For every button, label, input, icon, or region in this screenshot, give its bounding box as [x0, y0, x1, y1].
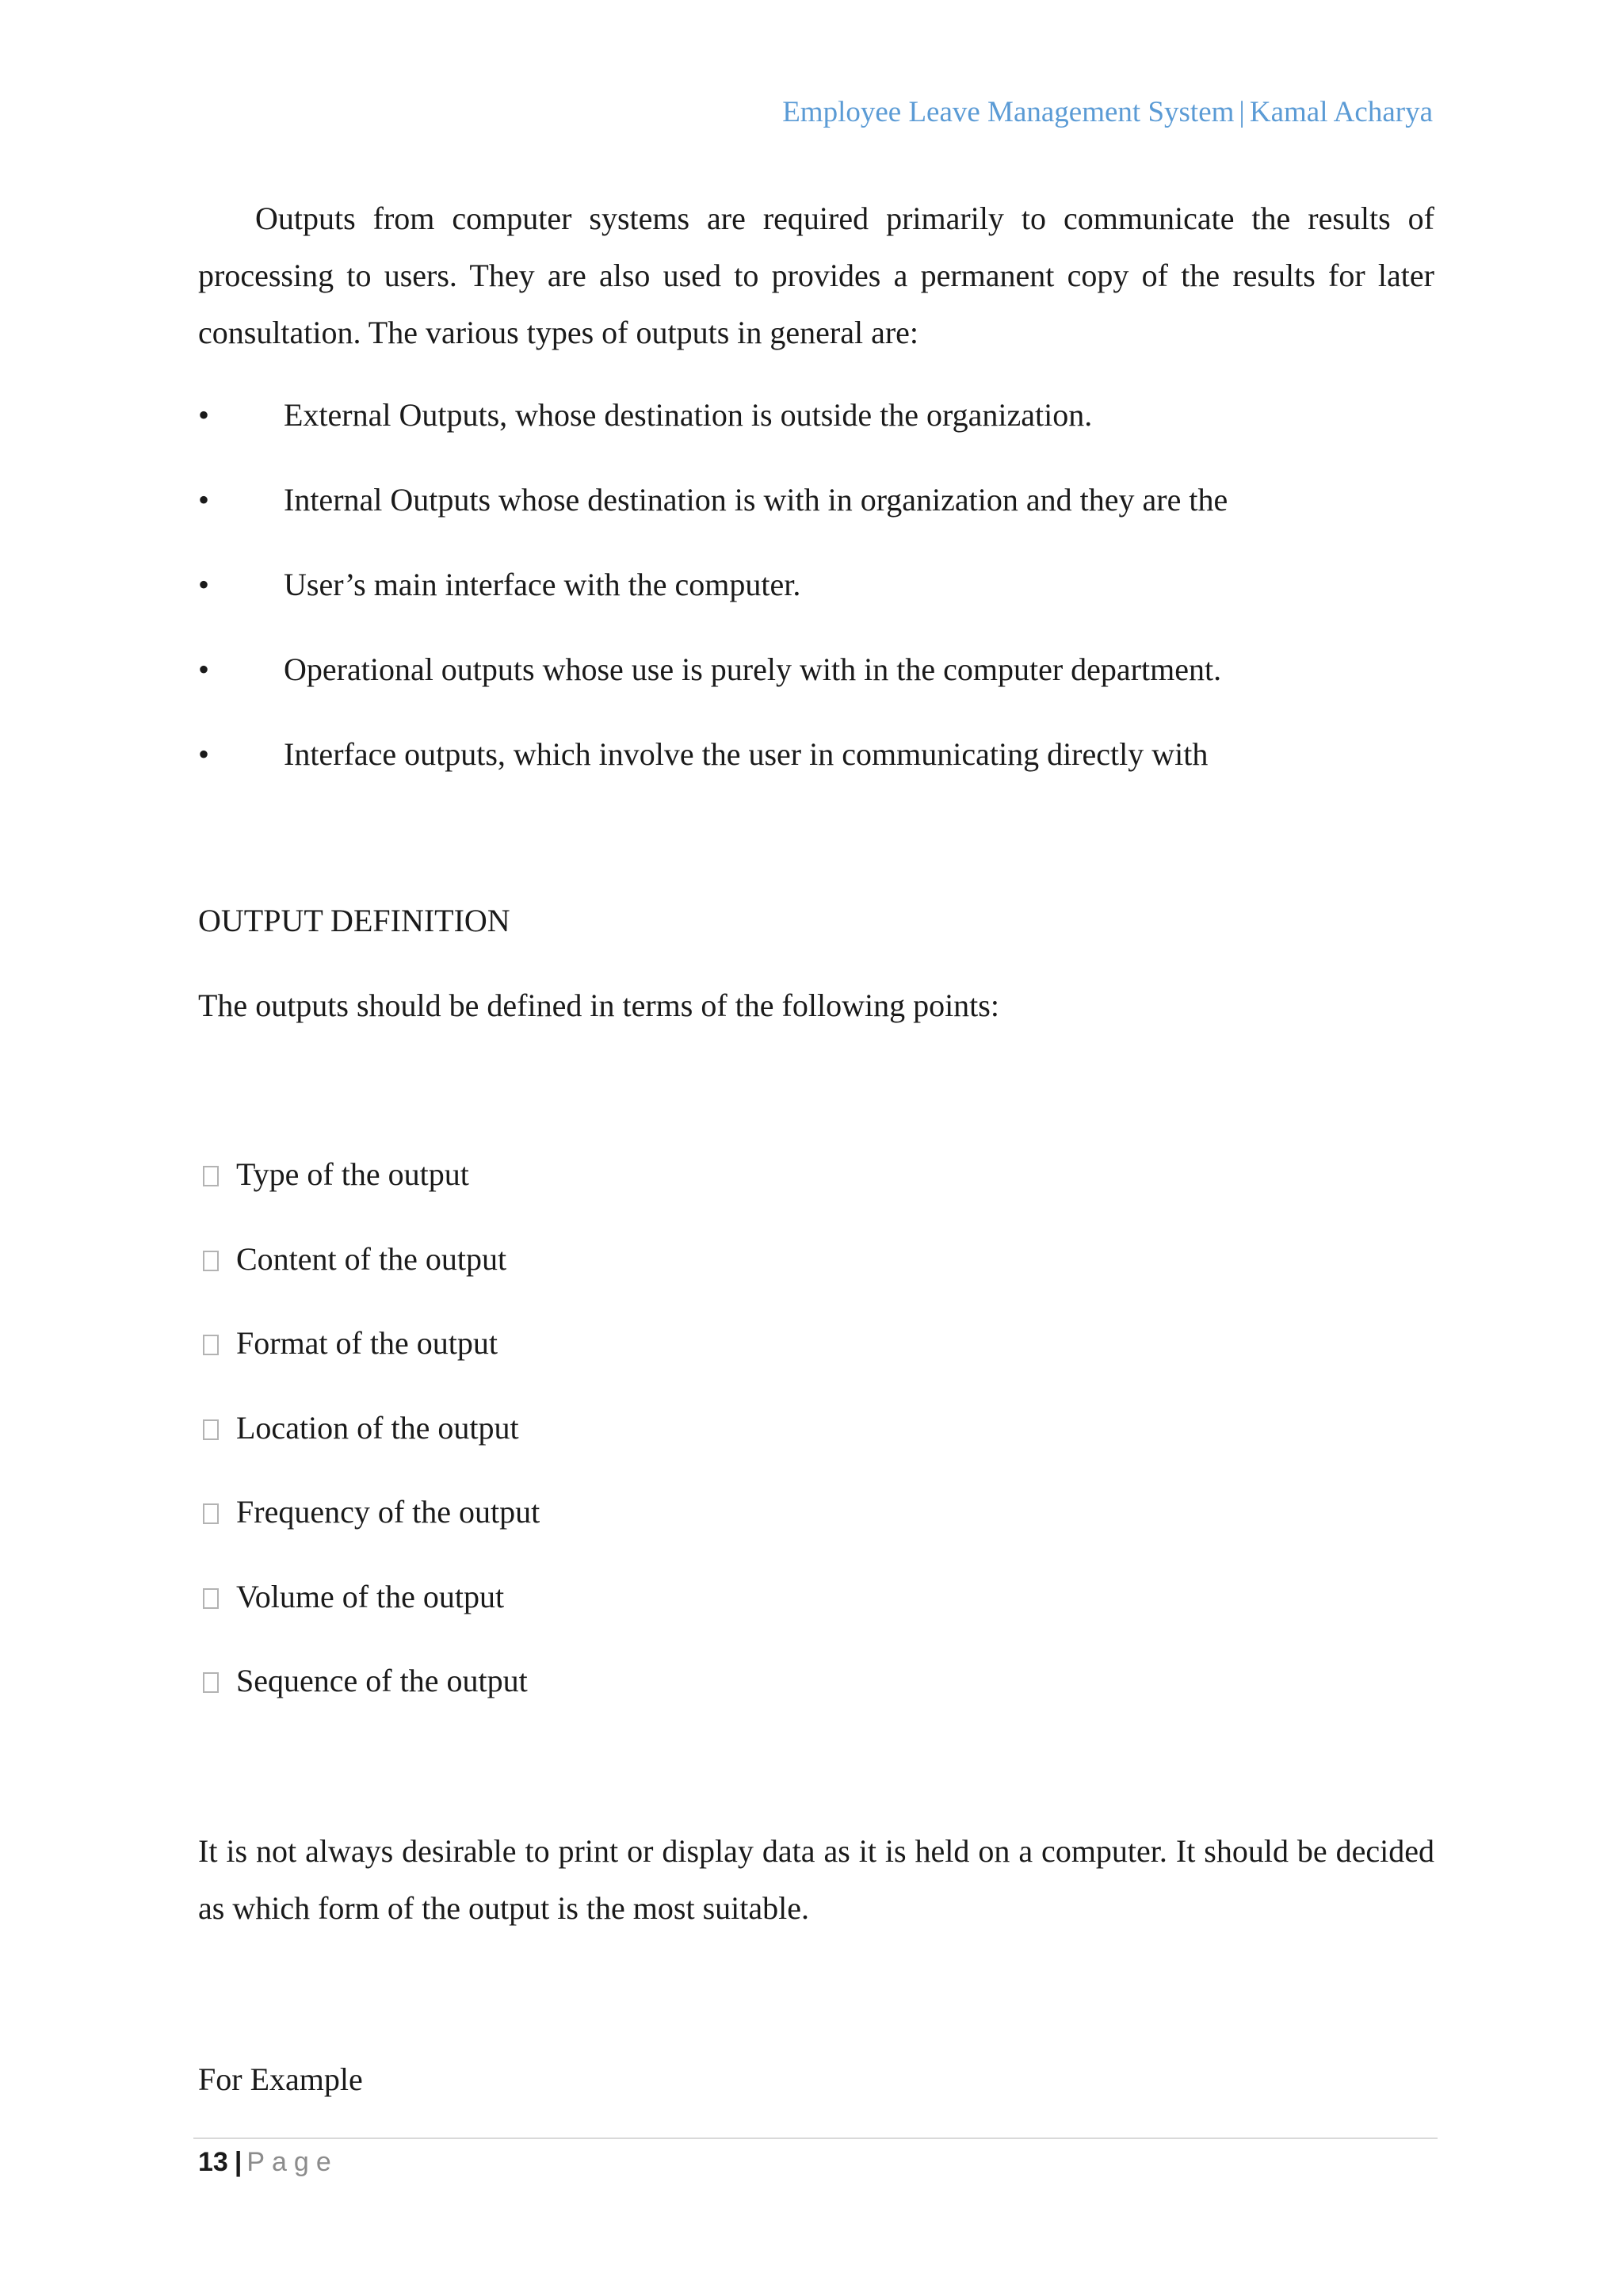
header-separator: | [1239, 96, 1245, 128]
footer-divider [193, 2137, 1438, 2139]
page-number: 13 [198, 2147, 228, 2177]
page-footer [198, 2145, 338, 2179]
header-author: Kamal Acharya [1249, 96, 1433, 128]
bullet-icon: • [198, 397, 210, 433]
running-header [782, 95, 1433, 129]
list-item [198, 735, 1434, 820]
box-bullet-icon [203, 1419, 219, 1440]
output-types-list [198, 396, 1434, 820]
closing-paragraph: It is not always desirable to print or display data as it is held on a computer. It should be decided as which form of the output is the most suitable. [198, 1833, 1434, 1926]
list-item-text: Type of the output [236, 1156, 469, 1192]
list-item-text: Content of the output [236, 1240, 507, 1277]
list-item [198, 1409, 540, 1494]
list-item [198, 651, 1434, 735]
footer-separator: | [234, 2147, 242, 2177]
bullet-icon: • [198, 651, 210, 687]
bullet-icon: • [198, 567, 210, 602]
list-item-text: Sequence of the output [236, 1663, 528, 1698]
list-item-text: Internal Outputs whose destination is with in organization and they are the [284, 482, 1228, 518]
example-label: For Example [198, 2061, 363, 2097]
list-item [198, 481, 1434, 566]
list-item [198, 1578, 540, 1663]
list-item-text: User’s main interface with the computer. [284, 567, 801, 602]
box-bullet-icon [203, 1588, 219, 1609]
box-bullet-icon [203, 1166, 219, 1186]
bullet-icon: • [198, 736, 210, 772]
header-title: Employee Leave Management System [782, 96, 1235, 128]
box-bullet-icon [203, 1251, 219, 1271]
bullet-icon: • [198, 482, 210, 518]
list-item [198, 1156, 540, 1240]
box-bullet-icon [203, 1335, 219, 1355]
list-item [198, 396, 1434, 481]
list-item [198, 1324, 540, 1409]
list-item-text: Operational outputs whose use is purely with in the computer department. [284, 651, 1222, 687]
list-item-text: Interface outputs, which involve the user in communicating directly with [284, 736, 1209, 772]
list-item [198, 1240, 540, 1325]
list-item-text: Location of the output [236, 1409, 519, 1446]
box-bullet-icon [203, 1503, 219, 1524]
page-word: Page [246, 2147, 338, 2177]
lead-sentence: The outputs should be defined in terms of the following points: [198, 988, 999, 1023]
list-item [198, 1662, 540, 1747]
list-item-text: Frequency of the output [236, 1494, 540, 1530]
list-item [198, 566, 1434, 651]
definition-points-list [198, 1156, 540, 1747]
box-bullet-icon [203, 1672, 219, 1693]
list-item [198, 1493, 540, 1578]
intro-paragraph: Outputs from computer systems are required primarily to communicate the results of processing to users. They are also used to provides a permanent copy of the results for later consultation. The various types of outputs in general are: [198, 201, 1434, 350]
section-heading: OUTPUT DEFINITION [198, 903, 510, 938]
list-item-text: Format of the output [236, 1325, 498, 1361]
list-item-text: Volume of the output [236, 1578, 505, 1614]
list-item-text: External Outputs, whose destination is outside the organization. [284, 397, 1093, 433]
